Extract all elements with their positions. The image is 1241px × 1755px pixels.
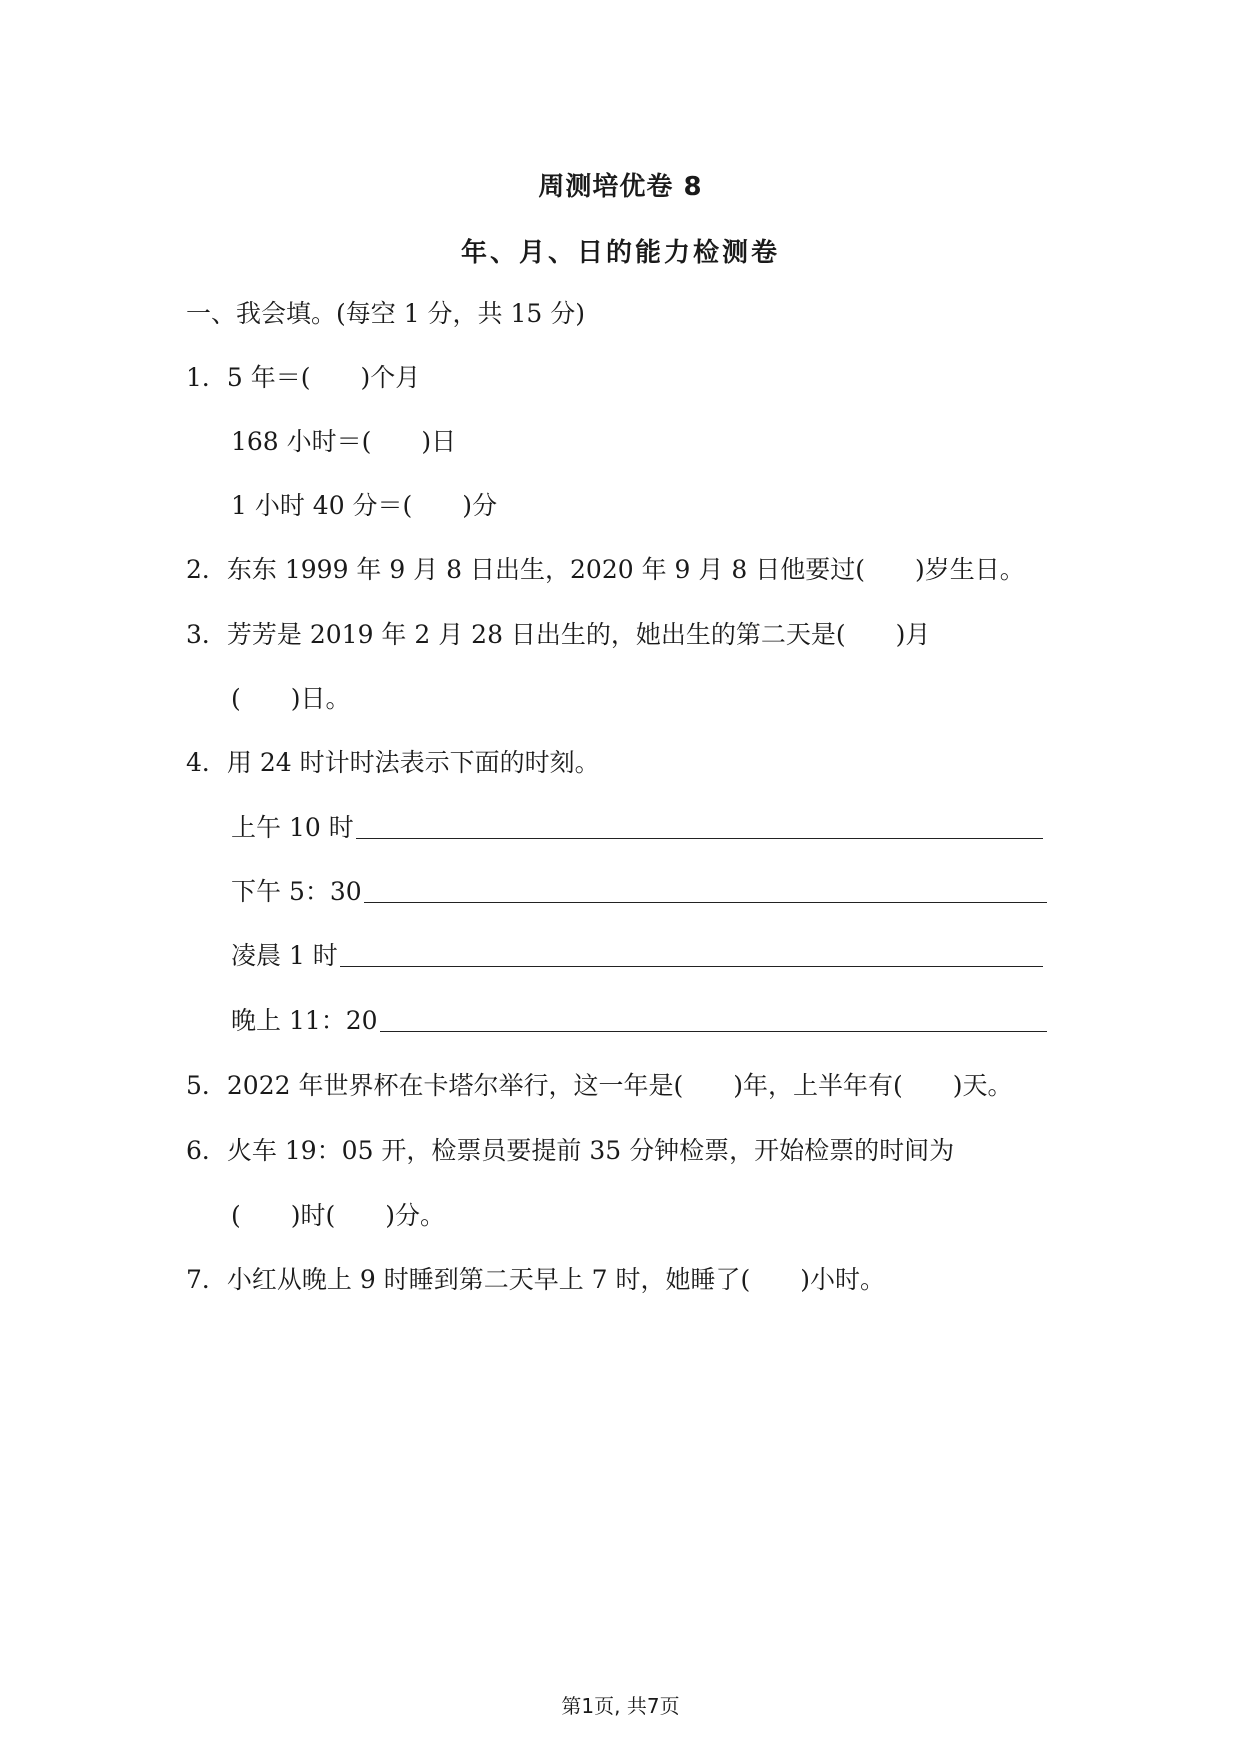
question-2: 2．东东 1999 年 9 月 8 日出生，2020 年 9 月 8 日他要过( )岁生日。 xyxy=(186,555,1025,584)
answer-row-label: 晚上 11：20 xyxy=(231,1006,378,1035)
question-7: 7．小红从晚上 9 时睡到第二天早上 7 时，她睡了( )小时。 xyxy=(186,1265,886,1294)
answer-row-label: 下午 5：30 xyxy=(231,877,362,906)
answer-row-4 xyxy=(231,1004,1047,1038)
answer-row-2 xyxy=(231,875,1047,909)
answer-row-1 xyxy=(231,811,1043,845)
page-title: 周测培优卷 8 xyxy=(538,172,703,202)
answer-blank[interactable] xyxy=(340,965,1043,967)
question-3-line-2: ( )日。 xyxy=(231,684,351,713)
question-6-line-1: 6．火车 19：05 开，检票员要提前 35 分钟检票，开始检票的时间为 xyxy=(186,1136,955,1165)
answer-blank[interactable] xyxy=(380,1030,1047,1032)
question-4: 4．用 24 时计时法表示下面的时刻。 xyxy=(186,748,600,777)
question-5: 5．2022 年世界杯在卡塔尔举行，这一年是( )年，上半年有( )天。 xyxy=(186,1071,1013,1100)
question-1-line-1: 1．5 年＝( )个月 xyxy=(186,363,421,392)
answer-blank[interactable] xyxy=(356,837,1043,839)
question-1-line-2: 168 小时＝( )日 xyxy=(231,427,457,456)
answer-blank[interactable] xyxy=(364,901,1047,903)
page-subtitle: 年、月、日的能力检测卷 xyxy=(460,238,780,268)
answer-row-label: 上午 10 时 xyxy=(231,813,354,842)
section-heading: 一、我会填。(每空 1 分，共 15 分) xyxy=(186,299,586,328)
question-1-line-3: 1 小时 40 分＝( )分 xyxy=(231,491,498,520)
question-6-line-2: ( )时( )分。 xyxy=(231,1201,446,1230)
question-3-line-1: 3．芳芳是 2019 年 2 月 28 日出生的，她出生的第二天是( )月 xyxy=(186,620,931,649)
page-number: 第1页, 共7页 xyxy=(561,1694,680,1718)
answer-row-3 xyxy=(231,939,1043,973)
answer-row-label: 凌晨 1 时 xyxy=(231,941,338,970)
